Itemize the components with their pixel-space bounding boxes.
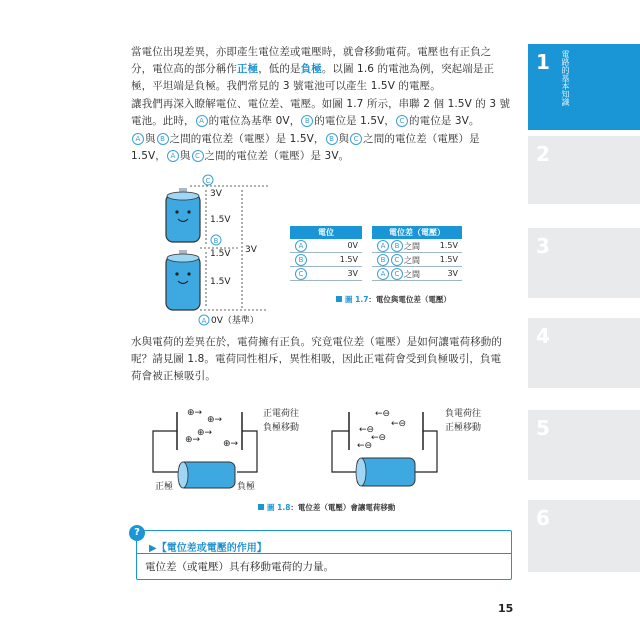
negative-charge: ←⊖ — [371, 433, 387, 443]
marker-c: C — [396, 115, 408, 127]
table-header: 電位 — [290, 226, 362, 239]
table-row — [290, 267, 362, 281]
note-positive-1: 正電荷往 — [263, 409, 300, 419]
lightbulb-icon: ? — [129, 525, 145, 541]
label-negative: 負極 — [237, 482, 256, 492]
table-row — [372, 267, 462, 281]
chapter-tab-6[interactable] — [528, 500, 640, 572]
marker-b: B — [157, 133, 169, 145]
term-negative: 負極 — [300, 63, 322, 75]
negative-charge: ←⊖ — [375, 409, 391, 419]
figure-1-7-batteries — [150, 170, 280, 330]
keypoint-body: 電位差（或電壓）具有移動電荷的力量。 — [145, 561, 334, 573]
cell-value: 1.5V — [432, 253, 462, 267]
text: 的電位是 1.5V， — [314, 115, 396, 127]
note-positive-2: 負極移動 — [263, 423, 300, 433]
marker-b: B — [295, 254, 307, 266]
marker-a: A — [377, 240, 389, 252]
marker-c: C — [391, 254, 403, 266]
marker-b: B — [326, 133, 338, 145]
table-row — [372, 239, 462, 253]
cell-value: 0V — [323, 239, 362, 253]
table-row — [290, 253, 362, 267]
text: 之間的電位差（電壓）是 3V。 — [204, 150, 350, 162]
marker-b: B — [391, 240, 403, 252]
chapter-tab-3[interactable] — [528, 228, 640, 298]
keypoint-box — [134, 527, 512, 580]
marker-a: A — [377, 268, 389, 280]
left-circuit — [153, 407, 299, 492]
marker-a: A — [201, 317, 207, 325]
marker-c: C — [205, 177, 211, 185]
marker-a: A — [167, 150, 179, 162]
label-bottom: 1.5V — [210, 277, 231, 287]
figure-1-8-charges — [145, 402, 495, 502]
right-circuit — [332, 407, 481, 486]
caption-number: 1.7 — [355, 295, 369, 304]
cell-text: 之間 — [404, 269, 420, 279]
text: 與 — [145, 133, 156, 145]
paragraph-1 — [131, 44, 511, 95]
positive-charge: ⊕→ — [185, 435, 201, 445]
positive-charge: ⊕→ — [197, 428, 213, 438]
paragraph-4: 水與電荷的差異在於，電荷擁有正負。究竟電位差（電壓）是如何讓電荷移動的呢？請見圖 1.8。電荷同性相斥，異性相吸，因此正電荷會受到負極吸引，負電荷會被正極吸引。 — [131, 336, 502, 382]
marker-c: C — [350, 133, 362, 145]
chapter-number: 4 — [536, 324, 550, 348]
marker-b: B — [377, 254, 389, 266]
cell-value: 1.5V — [432, 239, 462, 253]
chapter-number: 1 — [536, 50, 550, 74]
page-number: 15 — [498, 602, 514, 615]
table-header: 電位差（電壓） — [372, 226, 462, 239]
text: 讓我們再深入瞭解電位、電位差、電壓。如圖 1.7 所示，串聯 2 個 1.5V 的 3 號電池。此時， — [131, 98, 511, 127]
paragraph-2 — [131, 96, 511, 130]
cell-value: 3V — [323, 267, 362, 281]
caption-number: 1.8 — [277, 503, 291, 512]
text: 與 — [179, 150, 191, 162]
chapter-number: 6 — [536, 506, 550, 530]
chapter-label: 電路的基本知識 — [561, 50, 570, 106]
chapter-number: 3 — [536, 234, 550, 258]
text: 之間的電位差（電壓）是 1.5V， — [169, 133, 325, 145]
caption-text: ：電位差（電壓）會讓電荷移動 — [290, 503, 396, 512]
caption-text: ：電位與電位差（電壓） — [368, 295, 451, 304]
cell-value: 3V — [432, 267, 462, 281]
text: 的電位為基準 0V， — [208, 115, 301, 127]
battery-top — [166, 194, 200, 242]
positive-charge: ⊕→ — [187, 408, 203, 418]
marker-c: C — [391, 268, 403, 280]
chapter-number: 2 — [536, 142, 550, 166]
positive-charge: ⊕→ — [207, 415, 223, 425]
paragraph-3 — [131, 131, 511, 165]
marker-b: B — [301, 115, 313, 127]
marker-a: A — [295, 240, 307, 252]
potential-table — [290, 226, 362, 281]
marker-a: A — [132, 133, 144, 145]
marker-b: B — [213, 237, 219, 245]
marker-a: A — [196, 115, 208, 127]
negative-charge: ←⊖ — [357, 441, 373, 451]
caption-1-8: 圖 1.8：電位差（電壓）會讓電荷移動 — [258, 502, 395, 513]
voltage-table — [372, 226, 462, 281]
note-negative-1: 負電荷往 — [445, 409, 482, 419]
chapter-tab-5[interactable] — [528, 410, 640, 480]
label-positive: 正極 — [155, 482, 174, 492]
note-negative-2: 正極移動 — [445, 423, 482, 433]
positive-charge: ⊕→ — [223, 439, 239, 449]
text: 與 — [338, 133, 350, 145]
caption-1-7: 圖 1.7：電位與電位差（電壓） — [336, 294, 451, 305]
term-positive: 正極 — [237, 63, 259, 75]
cell-text: 之間 — [404, 241, 420, 251]
label-top: 3V — [210, 189, 222, 199]
chapter-number: 5 — [536, 416, 550, 440]
table-row — [372, 253, 462, 267]
chapter-tab-2[interactable] — [528, 136, 640, 204]
chapter-tab-4[interactable] — [528, 318, 640, 388]
marker-c: C — [192, 150, 204, 162]
keypoint-title: ▶【電位差或電壓的作用】 — [149, 543, 267, 554]
negative-charge: ←⊖ — [359, 425, 375, 435]
chapter-tab-1[interactable] — [528, 44, 640, 130]
negative-charge: ←⊖ — [391, 419, 407, 429]
marker-c: C — [295, 268, 307, 280]
text: 。以圖 1.6 的電池為例，突起端是正極，平坦端是負極。我們常見的 3 號電池可以產生 1.5V 的電壓。 — [131, 63, 495, 92]
text: 當電位出現差異，亦即產生電位差或電壓時，就會移動電荷。電壓也有正負之分，電位高的部分稱作 — [131, 46, 492, 75]
table-row — [290, 239, 362, 253]
label-total: 3V — [245, 245, 257, 255]
text: 之間的電位差（電壓）是 1.5V， — [131, 133, 480, 162]
label-lower: 1.5V — [210, 249, 231, 259]
text: 的電位是 3V。 — [409, 115, 480, 127]
cell-text: 之間 — [404, 255, 420, 265]
text: ，低的是 — [258, 63, 301, 75]
label-mid: 1.5V — [210, 215, 231, 225]
cell-value: 1.5V — [323, 253, 362, 267]
label-base: 0V（基準） — [211, 316, 259, 326]
